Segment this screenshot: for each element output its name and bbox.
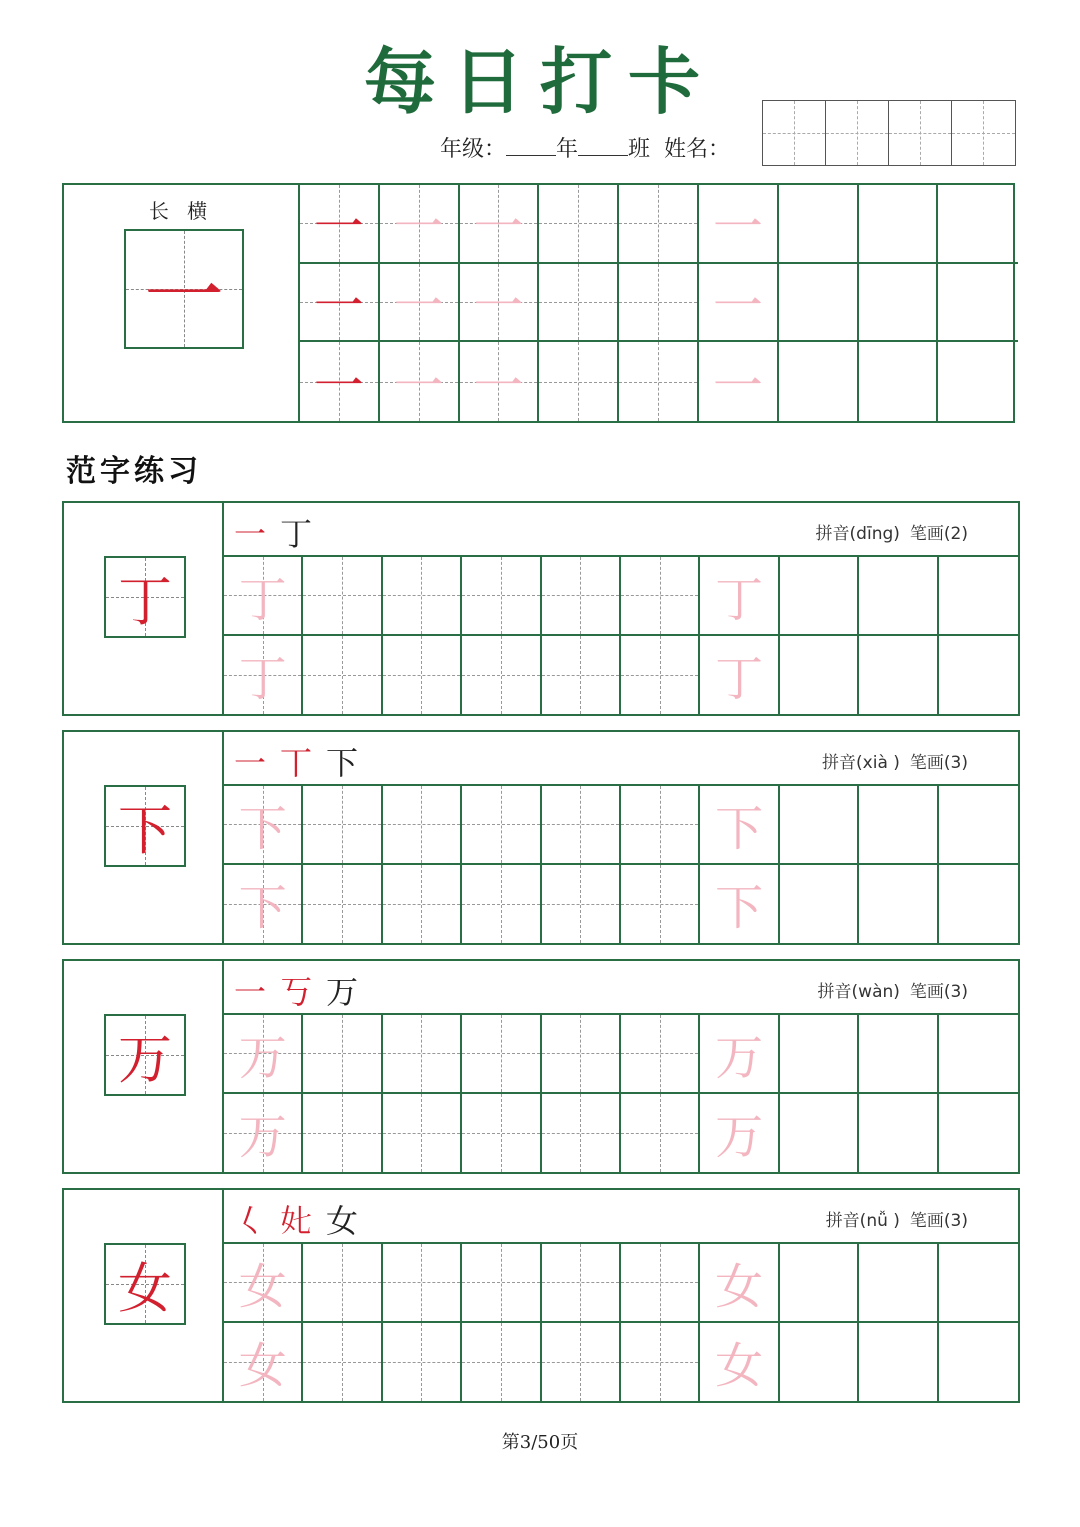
trace-char: 一 [313, 277, 364, 336]
trace-char: 一 [473, 277, 524, 336]
practice-grid-cell[interactable] [859, 1244, 938, 1323]
trace-char [938, 342, 1018, 421]
practice-grid-cell[interactable] [700, 636, 779, 715]
practice-model-box [104, 556, 186, 638]
practice-grid-cell[interactable] [224, 786, 303, 865]
trace-char: 女 [715, 1338, 764, 1395]
practice-grid-cell[interactable] [859, 1323, 938, 1402]
trace-char: 丁 [238, 571, 287, 628]
name-cell[interactable] [952, 101, 1015, 165]
page-number: 第3/50页 [501, 1432, 579, 1453]
trace-char: 女 [238, 1338, 287, 1395]
stroke-count: 笔画(3) [909, 1211, 968, 1231]
trace-char: 丁 [238, 651, 287, 708]
trace-char: 一 [712, 277, 763, 336]
practice-grid-cell[interactable] [939, 1094, 1018, 1173]
practice-grid-cell[interactable] [621, 557, 700, 636]
practice-header [224, 503, 1018, 557]
practice-model-box [104, 785, 186, 867]
practice-grid-cell[interactable] [383, 1015, 462, 1094]
practice-grid-cell[interactable] [224, 636, 303, 715]
practice-grid-cell[interactable] [224, 1094, 303, 1173]
grade-label: 年级： [440, 137, 507, 162]
practice-grid-cell[interactable] [621, 636, 700, 715]
pinyin: 拼音(xià ) [822, 753, 900, 773]
stroke-count: 笔画(3) [909, 753, 968, 773]
trace-char: 丁 [715, 571, 764, 628]
trace-char: 一 [712, 356, 763, 415]
trace-char: 一 [473, 198, 524, 257]
stroke-order [234, 738, 372, 784]
stroke-order-step: 一 [234, 973, 275, 1011]
practice-grid-cell[interactable] [303, 1015, 382, 1094]
year-blank[interactable] [506, 137, 556, 156]
practice-grid-cell[interactable] [780, 1015, 859, 1094]
practice-grid-cell[interactable] [700, 865, 779, 944]
trace-char: 下 [715, 880, 764, 937]
stroke-grid-cell[interactable] [859, 185, 939, 264]
name-label: 姓名： [664, 137, 731, 162]
practice-grid-cell[interactable] [859, 786, 938, 865]
practice-grid-cell[interactable] [303, 1244, 382, 1323]
stroke-order [234, 967, 372, 1013]
practice-block [62, 501, 1020, 716]
stroke-order-step: 下 [326, 744, 367, 782]
stroke-order [234, 1196, 372, 1242]
practice-grid-cell[interactable] [462, 786, 541, 865]
stroke-order-step: 一 [234, 744, 275, 782]
trace-char [539, 185, 617, 262]
practice-grid-cell[interactable] [859, 557, 938, 636]
trace-char: 下 [238, 800, 287, 857]
stroke-grid-cell[interactable] [380, 264, 460, 343]
practice-grid-cell[interactable] [780, 865, 859, 944]
pinyin: 拼音(nǚ ) [825, 1211, 900, 1231]
stroke-name: 长 横 [148, 199, 214, 223]
name-grid[interactable] [762, 100, 1016, 166]
class-blank[interactable] [578, 137, 628, 156]
practice-grid-cell[interactable] [224, 1323, 303, 1402]
practice-grid-cell[interactable] [542, 557, 621, 636]
practice-grid-cell[interactable] [462, 1015, 541, 1094]
stroke-order-step: 丁 [280, 515, 321, 553]
trace-char [619, 342, 697, 421]
practice-model-panel [64, 503, 224, 714]
practice-grid-cell[interactable] [700, 1015, 779, 1094]
practice-grid-cell[interactable] [224, 865, 303, 944]
trace-char [859, 264, 937, 341]
practice-grid-cell[interactable] [542, 1094, 621, 1173]
stroke-grid-cell[interactable] [699, 185, 779, 264]
practice-grid-cell[interactable] [621, 1244, 700, 1323]
practice-grid-cell[interactable] [939, 1323, 1018, 1402]
practice-header [224, 1190, 1018, 1244]
practice-grid-cell[interactable] [462, 865, 541, 944]
practice-section-title: 范字练习 [66, 454, 202, 489]
trace-char [539, 342, 617, 421]
name-cell[interactable] [763, 101, 826, 165]
stroke-grid-cell[interactable] [779, 264, 859, 343]
practice-grid-cell[interactable] [859, 1094, 938, 1173]
trace-char: 下 [238, 880, 287, 937]
practice-grid-cell[interactable] [303, 786, 382, 865]
practice-grid-cell[interactable] [621, 865, 700, 944]
practice-grid-cell[interactable] [859, 865, 938, 944]
practice-grid-cell[interactable] [780, 557, 859, 636]
trace-char: 丁 [715, 651, 764, 708]
practice-grid-cell[interactable] [462, 1323, 541, 1402]
stroke-grid-cell[interactable] [460, 264, 540, 343]
trace-char: 女 [238, 1258, 287, 1315]
stroke-count: 笔画(3) [909, 982, 968, 1002]
trace-char: 一 [313, 356, 364, 415]
trace-char: 万 [715, 1109, 764, 1166]
stroke-order-step: 丂 [280, 973, 321, 1011]
practice-grid-cell[interactable] [939, 865, 1018, 944]
stroke-grid-cell[interactable] [460, 342, 540, 421]
trace-char: 一 [393, 277, 444, 336]
name-cell[interactable] [826, 101, 889, 165]
stroke-grid-cell[interactable] [938, 264, 1018, 343]
stroke-order-step: 𡿨 [234, 1202, 275, 1240]
practice-grid-cell[interactable] [939, 1015, 1018, 1094]
char-meta [808, 977, 968, 1002]
practice-model-char: 女 [118, 1256, 172, 1320]
page-title: 每日打卡 [363, 40, 716, 124]
pinyin: 拼音(wàn) [817, 982, 900, 1002]
stroke-grid-cell[interactable] [460, 185, 540, 264]
trace-char: 一 [712, 198, 763, 257]
practice-grid-cell[interactable] [621, 1094, 700, 1173]
practice-grid-cell[interactable] [224, 557, 303, 636]
practice-grid-cell[interactable] [383, 1323, 462, 1402]
trace-char: 女 [715, 1258, 764, 1315]
stroke-order-step: 万 [326, 973, 367, 1011]
practice-grid-cell[interactable] [542, 865, 621, 944]
practice-block [62, 1188, 1020, 1403]
practice-block [62, 730, 1020, 945]
practice-grid-cell[interactable] [542, 786, 621, 865]
practice-grid-cell[interactable] [621, 1323, 700, 1402]
stroke-order-step: 女 [326, 1202, 367, 1240]
stroke-grid-cell[interactable] [539, 342, 619, 421]
practice-grid-cell[interactable] [780, 1323, 859, 1402]
practice-grid-cell[interactable] [939, 1244, 1018, 1323]
stroke-grid-cell[interactable] [859, 342, 939, 421]
practice-grid-cell[interactable] [542, 1244, 621, 1323]
stroke-model-char: 一 [144, 249, 224, 343]
stroke-grid-cell[interactable] [699, 342, 779, 421]
practice-grid-cell[interactable] [303, 636, 382, 715]
char-meta [816, 1206, 968, 1231]
practice-grid-cell[interactable] [700, 1094, 779, 1173]
stroke-grid-cell[interactable] [380, 185, 460, 264]
trace-char: 一 [313, 198, 364, 257]
practice-grid-cell[interactable] [859, 1015, 938, 1094]
practice-block [62, 959, 1020, 1174]
practice-model-char: 丁 [118, 569, 172, 633]
trace-char [779, 264, 857, 341]
stroke-grid-cell[interactable] [380, 342, 460, 421]
practice-grid-cell[interactable] [224, 1015, 303, 1094]
stroke-grid-cell[interactable] [779, 342, 859, 421]
stroke-order [234, 509, 326, 555]
stroke-grid-cell[interactable] [938, 185, 1018, 264]
name-cell[interactable] [889, 101, 952, 165]
stroke-grid-cell[interactable] [699, 264, 779, 343]
trace-char: 一 [473, 356, 524, 415]
practice-grid-cell[interactable] [462, 557, 541, 636]
stroke-model-box [124, 229, 244, 349]
practice-grid-cell[interactable] [462, 636, 541, 715]
trace-char [938, 185, 1018, 262]
stroke-grid-cell[interactable] [619, 264, 699, 343]
practice-model-panel [64, 961, 224, 1172]
trace-char [539, 264, 617, 341]
stroke-grid-cell[interactable] [938, 342, 1018, 421]
practice-grid-cell[interactable] [939, 557, 1018, 636]
class-label: 班 [628, 137, 651, 162]
practice-grid-cell[interactable] [859, 636, 938, 715]
trace-char [859, 342, 937, 421]
practice-grid-cell[interactable] [700, 557, 779, 636]
practice-grid-cell[interactable] [224, 1244, 303, 1323]
practice-grid-cell[interactable] [700, 1323, 779, 1402]
stroke-count: 笔画(2) [909, 524, 968, 544]
trace-char [619, 185, 697, 262]
practice-model-box [104, 1243, 186, 1325]
trace-char [938, 264, 1018, 341]
char-meta [812, 748, 968, 773]
stroke-grid-cell[interactable] [779, 185, 859, 264]
practice-grid-cell[interactable] [939, 636, 1018, 715]
stroke-grid-cell[interactable] [859, 264, 939, 343]
practice-grid-cell[interactable] [780, 636, 859, 715]
student-info [440, 132, 730, 163]
practice-grid-cell[interactable] [462, 1094, 541, 1173]
practice-grid-cell[interactable] [303, 557, 382, 636]
practice-grid-cell[interactable] [700, 786, 779, 865]
practice-grid-cell[interactable] [780, 1094, 859, 1173]
practice-grid-cell[interactable] [303, 1094, 382, 1173]
practice-model-panel [64, 732, 224, 943]
practice-model-box [104, 1014, 186, 1096]
stroke-order-step: 𡚨 [280, 1202, 321, 1240]
practice-grid-cell[interactable] [780, 1244, 859, 1323]
trace-char: 一 [393, 198, 444, 257]
practice-grid-cell[interactable] [542, 1015, 621, 1094]
stroke-grid-cell[interactable] [300, 185, 380, 264]
practice-grid-cell[interactable] [383, 1094, 462, 1173]
practice-grid-cell[interactable] [542, 1323, 621, 1402]
practice-grid-cell[interactable] [383, 557, 462, 636]
trace-char: 万 [238, 1029, 287, 1086]
stroke-grid-cell[interactable] [539, 185, 619, 264]
trace-char [619, 264, 697, 341]
practice-grid-cell[interactable] [939, 786, 1018, 865]
practice-grid-cell[interactable] [542, 636, 621, 715]
stroke-order-step: 一 [234, 515, 275, 553]
practice-model-char: 万 [118, 1027, 172, 1091]
pinyin: 拼音(dīng) [815, 524, 900, 544]
practice-model-char: 下 [118, 798, 172, 862]
stroke-grid-cell[interactable] [300, 264, 380, 343]
practice-grid-cell[interactable] [383, 865, 462, 944]
stroke-grid-cell[interactable] [300, 342, 380, 421]
trace-char [779, 185, 857, 262]
stroke-grid-cell[interactable] [619, 342, 699, 421]
practice-grid-cell[interactable] [780, 786, 859, 865]
practice-model-panel [64, 1190, 224, 1401]
trace-char: 下 [715, 800, 764, 857]
trace-char: 万 [238, 1109, 287, 1166]
trace-char: 一 [393, 356, 444, 415]
practice-grid-cell[interactable] [303, 1323, 382, 1402]
practice-header [224, 961, 1018, 1015]
practice-grid-cell[interactable] [383, 636, 462, 715]
practice-grid-cell[interactable] [383, 786, 462, 865]
trace-char [859, 185, 937, 262]
practice-grid-cell[interactable] [621, 786, 700, 865]
trace-char: 万 [715, 1029, 764, 1086]
practice-grid-cell[interactable] [383, 1244, 462, 1323]
practice-grid-cell[interactable] [621, 1015, 700, 1094]
practice-grid-cell[interactable] [700, 1244, 779, 1323]
practice-grid-cell[interactable] [303, 865, 382, 944]
practice-header [224, 732, 1018, 786]
stroke-order-step: 丅 [280, 744, 321, 782]
stroke-practice-box [62, 183, 1015, 423]
stroke-grid-cell[interactable] [539, 264, 619, 343]
char-meta [806, 519, 968, 544]
stroke-model-panel [64, 185, 300, 421]
practice-grid-cell[interactable] [462, 1244, 541, 1323]
year-label: 年 [556, 137, 579, 162]
stroke-grid-cell[interactable] [619, 185, 699, 264]
trace-char [779, 342, 857, 421]
